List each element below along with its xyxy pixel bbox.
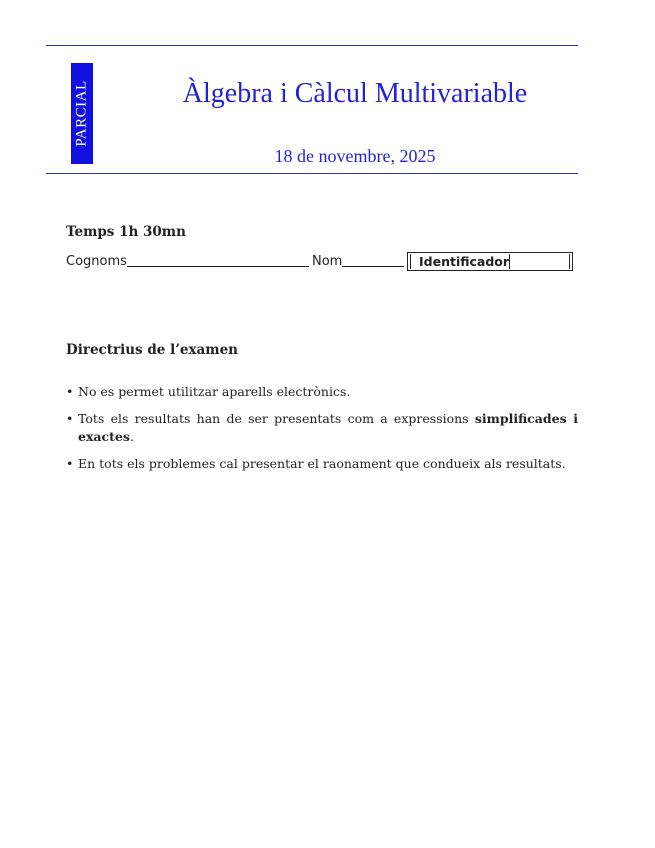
bullet-icon: • — [66, 384, 74, 399]
surname-label: Cognoms — [66, 254, 127, 269]
direction-text-bold: simplificades i exactes — [78, 411, 578, 444]
bullet-icon: • — [66, 456, 74, 471]
directions-title: Directrius de l’examen — [66, 342, 238, 358]
direction-text-post: . — [129, 429, 134, 444]
directions-list — [66, 383, 578, 482]
identifier-box-edge — [569, 254, 570, 269]
exam-type-label: PARCIAL — [73, 80, 90, 147]
identifier-label: Identificador — [410, 254, 510, 269]
header-bottom-rule — [46, 173, 578, 174]
name-label: Nom — [312, 254, 343, 269]
direction-text-pre: Tots els resultats han de ser presentats com a expressions — [78, 411, 475, 426]
surname-field[interactable] — [127, 266, 309, 267]
exam-duration: Temps 1h 30mn — [66, 224, 186, 240]
identifier-box[interactable] — [407, 252, 573, 271]
list-item — [66, 383, 578, 401]
name-field[interactable] — [342, 266, 404, 267]
course-title: Àlgebra i Càlcul Multivariable — [182, 78, 528, 109]
student-info-row — [66, 252, 578, 272]
direction-text: No es permet utilitzar aparells electrònics. — [78, 384, 351, 399]
direction-text: En tots els problemes cal presentar el raonament que condueix als resultats. — [78, 456, 566, 471]
exam-date: 18 de novembre, 2025 — [274, 146, 436, 166]
list-item — [66, 455, 578, 473]
bullet-icon: • — [66, 411, 74, 426]
header-top-rule — [46, 45, 578, 46]
list-item — [66, 410, 578, 446]
